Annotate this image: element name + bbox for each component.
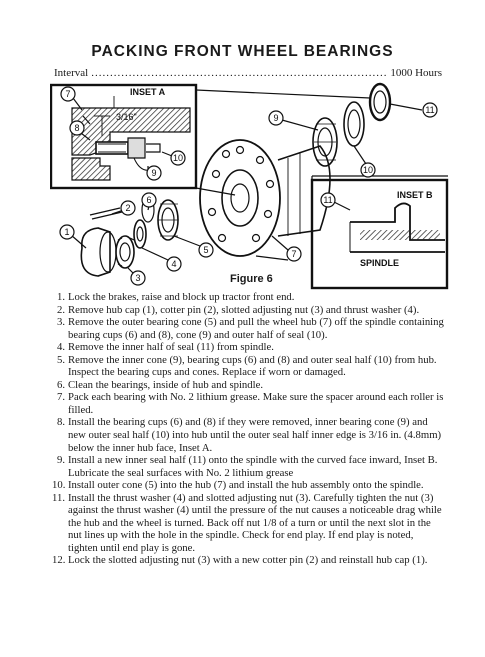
leader-dots bbox=[91, 67, 387, 79]
step-text: Clean the bearings, inside of hub and spindle. bbox=[68, 378, 264, 391]
callout-5 bbox=[199, 243, 213, 257]
inset-a-dimension: 3/16" bbox=[116, 112, 137, 122]
svg-text:3: 3 bbox=[135, 273, 141, 283]
callout-8-inset-a bbox=[70, 121, 84, 135]
step-text: Lock the slotted adjusting nut (3) with a new cotter pin (2) and reinstall hub cap (1). bbox=[68, 554, 428, 567]
svg-text:7: 7 bbox=[291, 249, 297, 259]
step-text: Install the thrust washer (4) and slotted adjusting nut (3). Carefully tighten the nut (3) against the thrust washer (4) until the pressure of the nut causes a noticeable drag while the hub and the wheel is turned. Back off nut 1/8 of a turn or until the next slot in the nut lines up with the hole in the spindle. Check for end play. If end play is noted, tighten until end play is gone. bbox=[68, 491, 442, 554]
svg-text:5: 5 bbox=[203, 245, 209, 255]
spindle-label: SPINDLE bbox=[360, 258, 400, 268]
page-title: PACKING FRONT WHEEL BEARINGS bbox=[91, 43, 394, 60]
procedure-step bbox=[52, 416, 444, 454]
step-text: Remove the inner cone (9), bearing cups (6) and (8) and outer seal half (10) from hub. Inspect the bearing cups and cones. Replace if worn or damaged. bbox=[68, 353, 437, 379]
wheel-hub-shape bbox=[200, 140, 280, 256]
interval-label: Interval bbox=[54, 67, 89, 79]
callout-11 bbox=[423, 103, 437, 117]
step-number: 6. bbox=[56, 378, 65, 391]
step-text: Pack each bearing with No. 2 lithium grease. Make sure the spacer around each roller is filled. bbox=[68, 391, 444, 416]
procedure-step bbox=[52, 492, 444, 555]
svg-text:11: 11 bbox=[425, 105, 435, 115]
callout-10 bbox=[361, 163, 375, 177]
procedure-step bbox=[52, 479, 444, 492]
procedure-step bbox=[52, 316, 444, 341]
svg-text:10: 10 bbox=[362, 165, 374, 175]
callout-7 bbox=[287, 247, 301, 261]
step-number: 11. bbox=[52, 491, 65, 504]
step-number: 4. bbox=[56, 341, 65, 354]
callout-9-inset-a bbox=[147, 166, 161, 180]
svg-text:11: 11 bbox=[323, 195, 333, 205]
callout-7-inset-a bbox=[61, 87, 75, 101]
callout-4 bbox=[167, 257, 181, 271]
interval-value: 1000 Hours bbox=[390, 67, 442, 79]
step-text: Install a new inner seal half (11) onto the spindle with the curved face inward, Inset B. Lubricate the seal surfaces with No. 2 lithium grease bbox=[68, 454, 438, 479]
callout-2 bbox=[121, 201, 135, 215]
svg-text:10: 10 bbox=[172, 153, 184, 163]
figure-caption: Figure 6 bbox=[230, 273, 273, 285]
callout-3 bbox=[131, 271, 145, 285]
step-text: Install outer cone (5) into the hub (7) and install the hub assembly onto the spindle. bbox=[68, 479, 424, 492]
svg-text:7: 7 bbox=[65, 89, 71, 99]
interval-line bbox=[54, 67, 442, 79]
inset-b-label: INSET B bbox=[397, 190, 433, 200]
step-number: 8. bbox=[56, 416, 65, 429]
procedure-step bbox=[52, 391, 444, 416]
svg-text:9: 9 bbox=[273, 113, 279, 123]
procedure-step bbox=[52, 304, 444, 317]
callout-11-inset-b bbox=[321, 193, 335, 207]
hub-cap-shape bbox=[81, 228, 110, 276]
svg-text:4: 4 bbox=[171, 259, 177, 269]
procedure-step bbox=[52, 454, 444, 479]
svg-text:2: 2 bbox=[125, 203, 131, 213]
callout-6 bbox=[142, 193, 156, 207]
step-number: 9. bbox=[56, 454, 65, 467]
procedure-step bbox=[52, 554, 444, 567]
step-number: 5. bbox=[56, 353, 65, 366]
svg-text:6: 6 bbox=[146, 195, 152, 205]
step-text: Lock the brakes, raise and block up tractor front end. bbox=[68, 291, 295, 303]
callout-9 bbox=[269, 111, 283, 125]
procedure-step bbox=[52, 379, 444, 392]
step-number: 1. bbox=[56, 291, 65, 303]
svg-text:9: 9 bbox=[151, 168, 157, 178]
procedure-step bbox=[52, 341, 444, 354]
step-number: 7. bbox=[56, 391, 65, 404]
procedure-step bbox=[52, 291, 444, 304]
step-text: Remove the outer bearing cone (5) and pull the wheel hub (7) off the spindle containing bearing cups (6) and (8), cone (9) and outer half of seal (10). bbox=[68, 316, 444, 341]
svg-text:8: 8 bbox=[74, 123, 80, 133]
step-number: 10. bbox=[52, 479, 66, 492]
step-number: 2. bbox=[56, 303, 65, 316]
procedure-steps bbox=[52, 291, 444, 567]
exploded-hub-diagram bbox=[50, 80, 450, 290]
step-number: 12. bbox=[52, 554, 66, 567]
svg-text:1: 1 bbox=[64, 227, 70, 237]
step-text: Remove the inner half of seal (11) from spindle. bbox=[68, 341, 274, 354]
step-text: Install the bearing cups (6) and (8) if they were removed, inner bearing cone (9) and new outer seal half (10) into hub until the outer seal half inner edge is 3/16 in. (4.8mm) below the inner hub face, Inset A. bbox=[68, 416, 442, 454]
procedure-step bbox=[52, 354, 444, 379]
callout-10-inset-a bbox=[171, 151, 185, 165]
step-text: Remove hub cap (1), cotter pin (2), slotted adjusting nut (3) and thrust washer (4). bbox=[68, 303, 420, 316]
diagram-svg bbox=[50, 80, 450, 290]
step-number: 3. bbox=[56, 316, 65, 329]
callout-1 bbox=[60, 225, 74, 239]
inset-a-label: INSET A bbox=[130, 87, 166, 97]
